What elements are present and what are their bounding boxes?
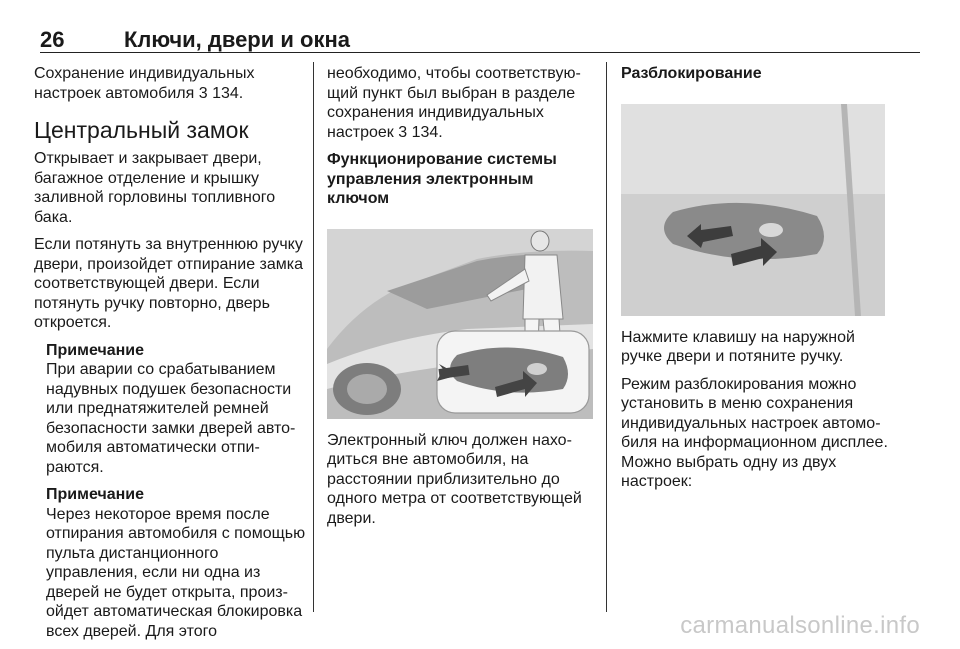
page-ref-icon: 3 — [398, 123, 408, 141]
section-heading: Центральный замок — [34, 117, 249, 143]
column-divider-2 — [606, 62, 607, 612]
subsection-heading: Функционирование системы управления электронным ключом — [327, 151, 557, 207]
paragraph: Режим разблокирования можно установить в меню сохранения индивидуальных настроек автомобиля на информационном дисплее. Можно выбрать одну из двух настроек: — [621, 375, 888, 490]
intro-paragraph: Сохранение индивидуальных настроек автомобиля 3 134. — [34, 65, 255, 102]
paragraph: Открывает и закрывает двери, багажное отделение и крышку заливной горловины топливного бака. — [34, 150, 276, 226]
page-ref-link[interactable]: 134. — [212, 84, 244, 102]
column-1 — [34, 64, 306, 649]
column-2 — [327, 64, 597, 536]
continued-paragraph: необходимо, чтобы соответствующий пункт был выбран в разделе сохранения индивидуальных настроек 3 134. — [327, 65, 581, 141]
note-text: При аварии со срабатыванием надувных подушек безопасности или преднатяжителей ремней безопасности замки дверей автомобиля автоматически отпираются. — [46, 361, 296, 476]
column-divider-1 — [313, 62, 314, 612]
note-title: Примечание — [46, 341, 145, 359]
page-number: 26 — [40, 27, 65, 52]
subsection-heading: Разблокирование — [621, 65, 762, 82]
car-keyless-illustration — [327, 229, 593, 419]
paragraph: Если потянуть за внутреннюю ручку двери, произойдет отпирание замка соответствующей двери. Если потянуть ручку повторно, дверь откроется. — [34, 236, 304, 331]
note-block — [46, 341, 306, 478]
paragraph: Нажмите клавишу на наружной ручке двери и потяните ручку. — [621, 328, 855, 365]
note-title: Примечание — [46, 486, 145, 503]
door-handle-image — [621, 104, 885, 316]
note-block — [46, 485, 306, 641]
page-header — [40, 27, 920, 53]
page-ref-link[interactable]: 134. — [411, 123, 443, 141]
note-text: Через некоторое время после отпирания автомобиля с помощью пульта дистанционного управления, если ни одна из дверей не будет открыта, произойдет автоматическая блокировка всех дверей. Для этого — [46, 505, 306, 640]
column-3 — [621, 64, 896, 500]
figure-caption: Электронный ключ должен находиться вне автомобиля, на расстоянии приблизительно до одного метра от соответствующей двери. — [327, 431, 582, 527]
page-ref-icon: 3 — [198, 84, 208, 102]
car-illustration — [327, 229, 593, 419]
door-handle-illustration — [621, 104, 885, 316]
header-divider — [40, 52, 920, 53]
chapter-title: Ключи, двери и окна — [124, 27, 350, 52]
watermark: carmanualsonline.info — [680, 612, 920, 639]
